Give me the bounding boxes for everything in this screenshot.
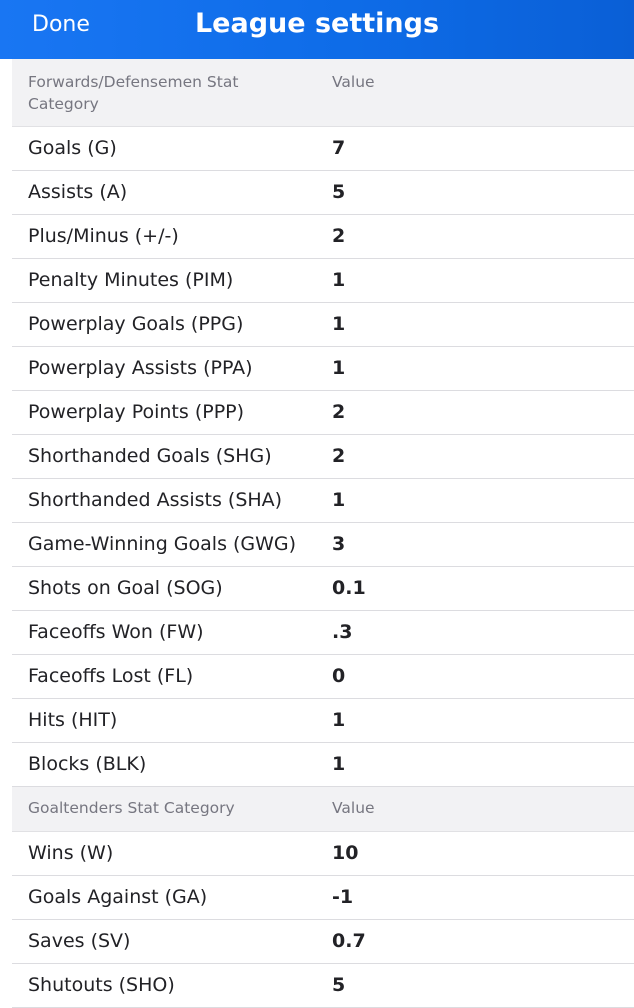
stat-category: Shots on Goal (SOG) (28, 577, 223, 599)
table-row (12, 391, 634, 435)
stat-value: 1 (332, 709, 346, 731)
stat-category: Powerplay Goals (PPG) (28, 313, 244, 335)
stat-category: Powerplay Points (PPP) (28, 401, 245, 423)
skater-category-column-header: Forwards/Defensemen Stat Category (28, 73, 239, 113)
table-row (12, 259, 634, 303)
stat-value: 10 (332, 842, 359, 864)
stat-value: 5 (332, 974, 346, 996)
stat-category: Blocks (BLK) (28, 753, 147, 775)
goalie-value-column-header: Value (332, 799, 375, 817)
stat-category: Penalty Minutes (PIM) (28, 269, 234, 291)
stat-value: 7 (332, 137, 346, 159)
stat-value: 0.1 (332, 577, 366, 599)
stat-category: Saves (SV) (28, 930, 131, 952)
stat-category: Shorthanded Assists (SHA) (28, 489, 283, 511)
stat-value: 1 (332, 489, 346, 511)
table-row (12, 567, 634, 611)
page-title: League settings (194, 8, 440, 39)
table-row (12, 655, 634, 699)
stat-value: 0.7 (332, 930, 366, 952)
stat-category: Shorthanded Goals (SHG) (28, 445, 272, 467)
stat-value: 2 (332, 445, 346, 467)
table-row (12, 964, 634, 1008)
stat-value: 1 (332, 357, 346, 379)
stat-value: 2 (332, 225, 346, 247)
nav-bar (0, 0, 634, 59)
table-row (12, 876, 634, 920)
table-row (12, 699, 634, 743)
stat-category: Goals (G) (28, 137, 117, 159)
table-row (12, 303, 634, 347)
table-row (12, 920, 634, 964)
table-row (12, 523, 634, 567)
goalie-category-column-header: Goaltenders Stat Category (28, 799, 235, 817)
stat-value: 5 (332, 181, 346, 203)
settings-table (12, 59, 634, 1008)
stat-category: Goals Against (GA) (28, 886, 208, 908)
stat-value: 1 (332, 753, 346, 775)
table-row (12, 479, 634, 523)
stat-category: Assists (A) (28, 181, 128, 203)
table-row (12, 743, 634, 787)
stat-value: -1 (332, 886, 354, 908)
stat-value: 3 (332, 533, 346, 555)
goalie-section-header (12, 787, 634, 832)
table-row (12, 347, 634, 391)
stat-category: Plus/Minus (+/-) (28, 225, 179, 247)
stat-category: Faceoffs Won (FW) (28, 621, 204, 643)
stat-category: Faceoffs Lost (FL) (28, 665, 194, 687)
stat-category: Powerplay Assists (PPA) (28, 357, 253, 379)
stat-value: 1 (332, 313, 346, 335)
table-row (12, 215, 634, 259)
stat-value: 0 (332, 665, 346, 687)
table-row (12, 435, 634, 479)
stat-value: 2 (332, 401, 346, 423)
stat-value: .3 (332, 621, 353, 643)
stat-category: Wins (W) (28, 842, 114, 864)
stat-value: 1 (332, 269, 346, 291)
table-row (12, 611, 634, 655)
table-row (12, 171, 634, 215)
done-button[interactable]: Done (32, 12, 90, 37)
table-row (12, 832, 634, 876)
skater-value-column-header: Value (332, 73, 375, 91)
skater-section-header (12, 59, 634, 127)
stat-category: Shutouts (SHO) (28, 974, 175, 996)
stat-category: Game-Winning Goals (GWG) (28, 533, 297, 555)
stat-category: Hits (HIT) (28, 709, 118, 731)
table-row (12, 127, 634, 171)
